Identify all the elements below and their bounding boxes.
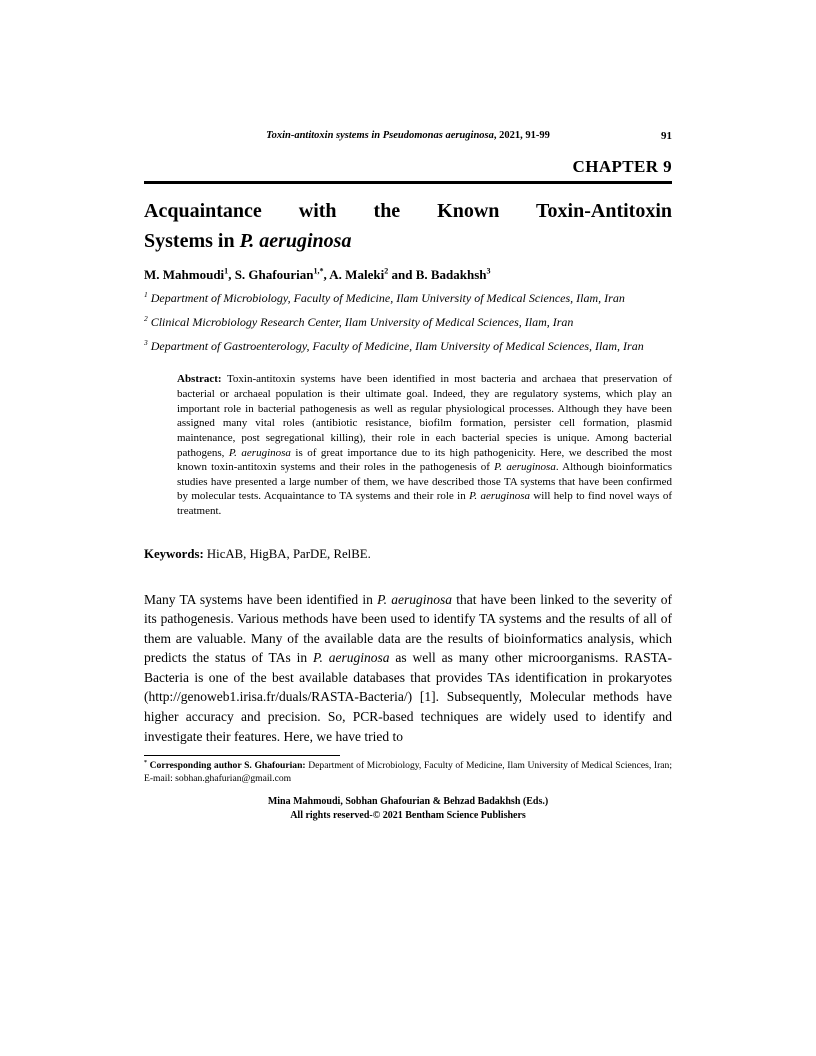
footer-copyright-line: All rights reserved-© 2021 Bentham Science Publishers	[290, 810, 526, 822]
affiliation-2: $^2$ Clinical Microbiology Research Center, Ilam University of Medical Sciences, Ilam, Iran	[144, 313, 574, 329]
chapter-divider-rule	[144, 181, 672, 184]
affiliation-3: $^3$ Department of Gastroenterology, Faculty of Medicine, Ilam University of Medical Sciences, Ilam, Iran	[144, 337, 644, 353]
authors-line: M. Mahmoudi$^1$, S. Ghafourian$^{1,*}$, A. Maleki$^2$ and B. Badakhsh$^3$	[144, 266, 491, 282]
affiliation-1: $^1$ Department of Microbiology, Faculty of Medicine, Ilam University of Medical Sciences, Ilam, Iran	[144, 290, 625, 305]
running-head-row	[144, 130, 672, 145]
chapter-title	[144, 199, 672, 254]
running-head: Toxin-antitoxin systems in Pseudomonas aeruginosa, 2021, 91-99	[266, 130, 550, 141]
body-paragraph: Many TA systems have been identified in P. aeruginosa that have been linked to the severity of its pathogenesis. Various methods have been used to identify TA systems and the results of all of them are valuable. Many of the available data are the results of bioinformatics analysis, which predicts the status of TAs in P. aeruginosa as well as many other microorganisms. RASTA-Bacteria is one of the best available databases that provides TAs identification in prokaryotes (http://genoweb1.irisa.fr/duals/RASTA-Bacteria/) [1]. Subsequently, Molecular methods have higher accuracy and precision. So, PCR-based techniques are widely used to identify and investigate their features. Here, we have tried to	[144, 591, 672, 744]
chapter-title-line2: Systems in P. aeruginosa	[144, 230, 352, 252]
footnote-divider-rule	[144, 755, 340, 756]
footer-editors-line: Mina Mahmoudi, Sobhan Ghafourian & Behzad Badakhsh (Eds.)	[267, 796, 549, 808]
publisher-footer	[144, 795, 672, 823]
page-number: 91	[661, 130, 672, 142]
page-content	[144, 130, 672, 823]
abstract-paragraph: Abstract: Toxin-antitoxin systems have been identified in most bacteria and archaea that preservation of bacterial or archaeal population is their ultimate goal. Indeed, they are regulatory systems, which play an important role in bacterial pathogenesis as well as regular physiological processes. Although they have been assigned many vital roles (antibiotic resistance, biofilm formation, persister cell formation, plasmid maintenance, post segregational killing), their role in each bacterial species is unique. Among bacterial pathogens, P. aeruginosa is of great importance due to its high pathogenicity. Here, we described the most known toxin-antitoxin systems and their roles in the pathogenesis of P. aeruginosa. Although bioinformatics studies have presented a large number of them, we have described those TA systems that have been confirmed by molecular tests. Acquaintance to TA systems and their role in P. aeruginosa will help to find novel ways of treatment.	[177, 373, 672, 518]
chapter-label: CHAPTER 9	[572, 157, 672, 176]
keywords-line: Keywords: HicAB, HigBA, ParDE, RelBE.	[144, 546, 371, 561]
chapter-title-line1: Acquaintance with the Known Toxin-Antitoxin	[144, 200, 672, 222]
corresponding-author-footnote: * Corresponding author S. Ghafourian: Department of Microbiology, Faculty of Medicine, Ilam University of Medical Sciences, Iran; E-mail: sobhan.ghafurian@gmail.com	[144, 759, 672, 785]
